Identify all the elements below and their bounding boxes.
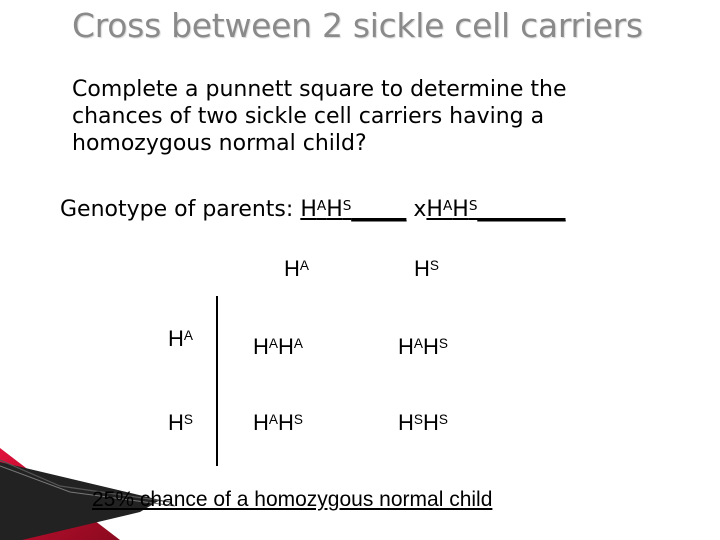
question-text: Complete a punnett square to determine the chances of two sickle cell carriers having a homozygous normal child? (72, 77, 567, 156)
row-header-2: $H^S$ (168, 410, 193, 435)
cross-symbol: x (413, 197, 427, 222)
col-header-1: $H^A$ (284, 256, 309, 281)
conclusion-text: 25% chance of a homozygous normal child (92, 488, 493, 511)
col-header-2: $H^S$ (414, 256, 439, 281)
parent2-genotype: $H^AH^S\_\_\_\_\_\_\_\_$ (426, 197, 566, 222)
parents-label: Genotype of parents: (60, 197, 294, 222)
punnett-cell-1-1: $H^AH^A$ (253, 334, 303, 359)
punnett-cell-1-2: $H^AH^S$ (398, 334, 448, 359)
parents-genotype-line (60, 197, 566, 222)
row-header-1: $H^A$ (168, 326, 193, 351)
parent1-genotype: $H^AH^S\_\_\_\_\_$ (300, 197, 407, 222)
punnett-cell-2-1: $H^AH^S$ (253, 410, 303, 435)
slide-title: Cross between 2 sickle cell carriers (72, 6, 643, 45)
punnett-cell-2-2: $H^SH^S$ (398, 410, 448, 435)
